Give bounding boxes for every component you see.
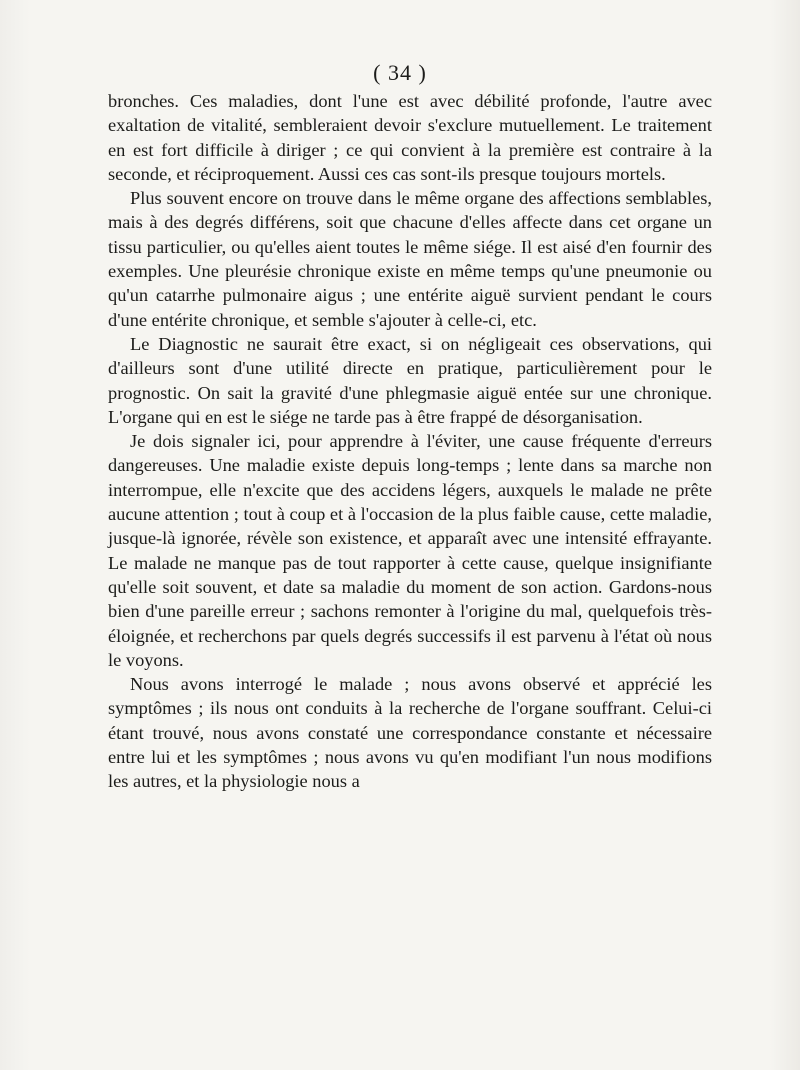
page-body bbox=[108, 89, 712, 794]
paragraph: Nous avons interrogé le malade ; nous avons observé et apprécié les symptômes ; ils nous ont conduits à la recherche de l'organe souffrant. Celui-ci étant trouvé, nous avons constaté une correspondance constante et nécessaire entre lui et les symptômes ; nous avons vu qu'en modifiant l'un nous modifions les autres, et la physiologie nous a bbox=[108, 674, 712, 792]
paragraph: Je dois signaler ici, pour apprendre à l'éviter, une cause fréquente d'erreurs dangereuses. Une maladie existe depuis long-temps ; lente dans sa marche non interrompue, elle n'excite que des accidens légers, auxquels le malade ne prête aucune attention ; tout à coup et à l'occasion de la plus faible cause, cette maladie, jusque-là ignorée, révèle son existence, et apparaît avec une intensité effrayante. Le malade ne manque pas de tout rapporter à cette cause, quelque insignifiante qu'elle soit souvent, et date sa maladie du moment de son action. Gardons-nous bien d'une pareille erreur ; sachons remonter à l'origine du mal, quelquefois très-éloignée, et recherchons par quels degrés successifs il est parvenu à l'état où nous le voyons. bbox=[108, 431, 712, 670]
page-number: ( 34 ) bbox=[373, 60, 427, 85]
paragraph: Plus souvent encore on trouve dans le même organe des affections semblables, mais à des degrés différens, soit que chacune d'elles affecte dans cet organe un tissu particulier, ou qu'elles aient toutes le même siége. Il est aisé d'en fournir des exemples. Une pleurésie chronique existe en même temps qu'une pneumonie ou qu'un catarrhe pulmonaire aigus ; une entérite aiguë survient pendant le cours d'une entérite chronique, et semble s'ajouter à celle-ci, etc. bbox=[108, 188, 712, 330]
paragraph: Le Diagnostic ne saurait être exact, si on négligeait ces observations, qui d'ailleurs sont d'une utilité directe en pratique, particulièrement pour le prognostic. On sait la gravité d'une phlegmasie aiguë entée sur une chronique. L'organe qui en est le siége ne tarde pas à être frappé de désorganisation. bbox=[108, 333, 712, 427]
paragraph-continuation: bronches. Ces maladies, dont l'une est avec débilité profonde, l'autre avec exaltation de vitalité, sembleraient devoir s'exclure mutuellement. Le traitement en est fort difficile à diriger ; ce qui convient à la première est contraire à la seconde, et réciproquement. Aussi ces cas sont-ils presque toujours mortels. bbox=[108, 91, 712, 184]
